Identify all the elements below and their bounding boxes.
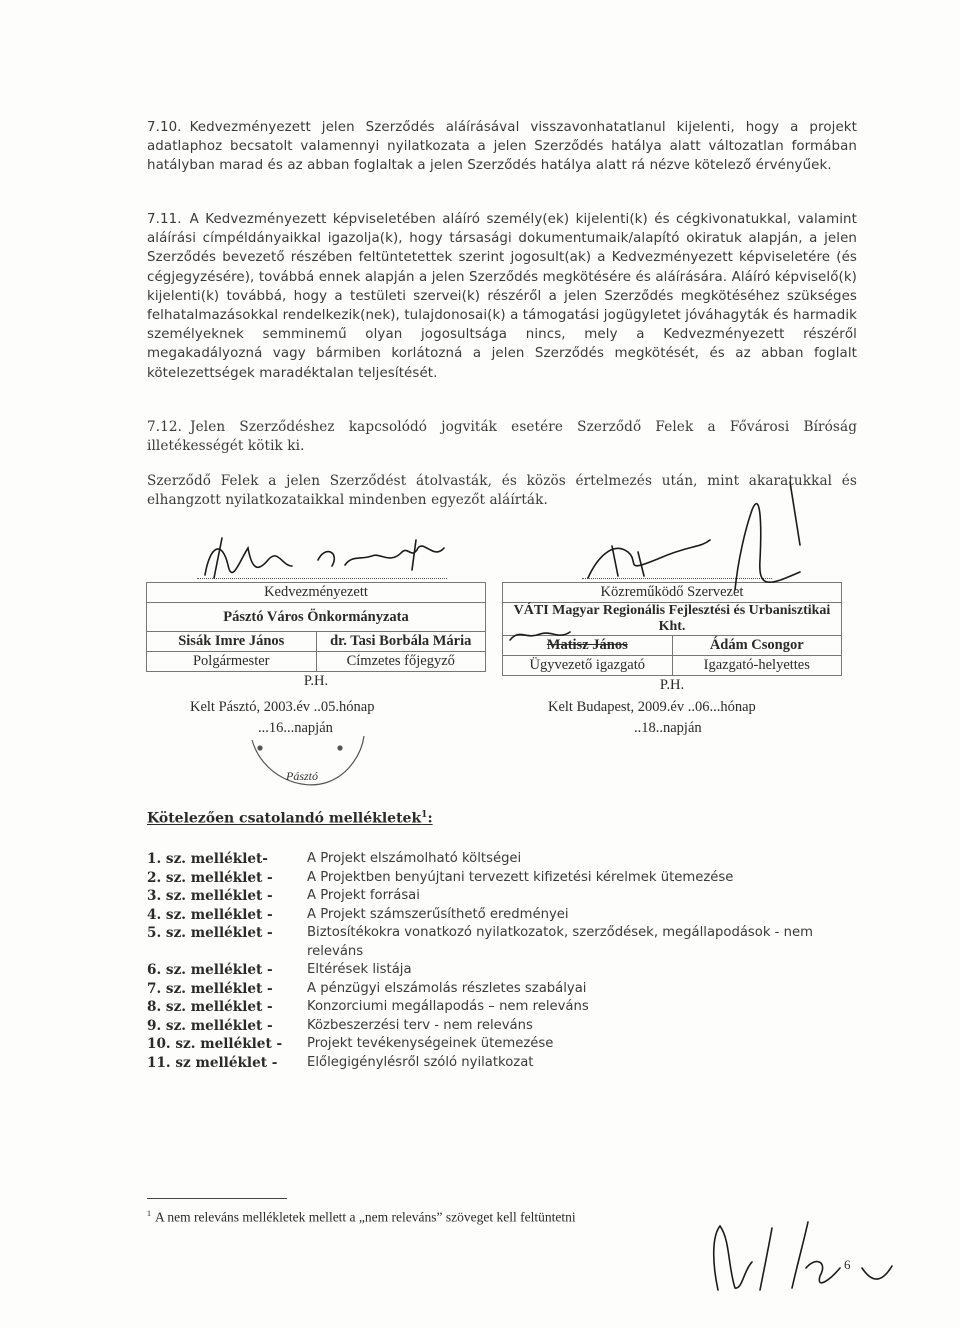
signatory-title-1: Polgármester: [147, 652, 317, 672]
attachment-description: A pénzügyi elszámolás részletes szabályai: [307, 980, 587, 996]
attachment-code: 6. sz. melléklet -: [147, 962, 273, 978]
list-item: [147, 869, 867, 888]
date-day-right: ..18..napján: [634, 720, 702, 736]
attachment-code: 1. sz. melléklet-: [147, 851, 268, 867]
list-item: [147, 1035, 867, 1054]
clause-7-11: [147, 210, 857, 383]
seal-place-label: P.H.: [659, 677, 685, 693]
footnote-text: A nem releváns mellékletek mellett a „nem releváns” szöveget kell feltüntetni: [155, 1209, 576, 1225]
signature-line-left: [197, 578, 447, 579]
page-number: 6: [844, 1257, 851, 1272]
list-item: [147, 961, 867, 980]
attachment-code: 5. sz. melléklet -: [147, 925, 273, 941]
initials-footer: [714, 1222, 892, 1290]
list-item: [147, 924, 867, 961]
footnote-rule: [147, 1198, 287, 1199]
attachment-description: A Projekt forrásai: [307, 888, 420, 903]
attachment-description: A Projektben benyújtani tervezett kifizetési kérelmek ütemezése: [307, 869, 734, 885]
list-item: [147, 980, 867, 999]
signatory-title-1: Ügyvezető igazgató: [503, 656, 673, 676]
signatory-name-2: Ádám Csongor: [672, 636, 842, 656]
clause-text: Jelen Szerződéshez kapcsolódó jogviták esetére Szerződő Felek a Fővárosi Bíróság illetékességét kötik ki.: [147, 419, 857, 455]
signatory-title-2: Címzetes főjegyző: [316, 652, 486, 672]
attachment-description: Projekt tevékenységeinek ütemezése: [307, 1036, 554, 1051]
seal-stamp-left: [252, 736, 364, 785]
signature-block-beneficiary: [146, 582, 486, 691]
footnote-mark: 1: [147, 1209, 151, 1218]
attachment-description: A Projekt számszerűsíthető eredményei: [307, 906, 569, 922]
clause-text: A Kedvezményezett képviseletében aláíró személy(ek) kijelenti(k) és cégkivonatukkal, valamint aláírási címpéldányaikkal igazolja(k), hogy társasági dokumentumaik/alapító okiratuk alapján, a jelen Szerződés bevezető részében feltüntetettek szerint jogosult(ak) a Kedvezményezett képviseletére (és cégjegyzésére), továbbá ennek alapján a jelen Szerződés megkötésére és aláírására. Aláíró képviselő(k) kijelenti(k) továbbá, hogy a testületi szervei(k) részéről a jelen Szerződés megkötéséhez szükséges felhatalmazásokkal rendelkezik(nek), tulajdonosai(k) a támogatási jogügyletet jóváhagyták és harmadik személyeknek semminemű olyan jogosultsága nincs, mely a Kedvezményezett részéről megakadályozná vagy bármiben korlátozná a jelen Szerződés megkötését, és az abban foglalt kötelezettségek maradéktalan teljesítését.: [147, 212, 857, 381]
seal-stamp-text: Pásztó: [286, 769, 319, 783]
attachment-description: A Projekt elszámolható költségei: [307, 851, 522, 866]
attachment-code: 3. sz. melléklet -: [147, 888, 273, 904]
attachments-list: [147, 850, 867, 1072]
signatory-name-1: Sisák Imre János: [147, 632, 317, 652]
list-item: [147, 1017, 867, 1036]
signatory-title-2: Igazgató-helyettes: [672, 656, 842, 676]
date-place-right: Kelt Budapest, 2009.év ..06...hónap: [548, 699, 756, 715]
organization-name: VÁTI Magyar Regionális Fejlesztési és Urbanisztikai Kht.: [503, 603, 842, 636]
attachment-code: 8. sz. melléklet -: [147, 999, 273, 1015]
signature-block-intermediate-body: [502, 582, 842, 695]
list-item: [147, 850, 867, 869]
attachments-title: Kötelezően csatolandó mellékletek: [147, 810, 422, 827]
signature-scribble-right-1: [588, 540, 710, 578]
list-item: [147, 1054, 867, 1073]
role-label: Közreműködő Szervezet: [503, 583, 842, 603]
seal-place-label: P.H.: [303, 673, 329, 689]
signature-line-right: [582, 578, 772, 579]
attachment-description: Közbeszerzési terv - nem releváns: [307, 1017, 533, 1033]
attachment-code: 4. sz. melléklet -: [147, 906, 273, 923]
clause-number: 7.10.: [147, 120, 182, 135]
organization-name: Pásztó Város Önkormányzata: [147, 603, 486, 632]
footnote-ref: 1: [421, 810, 428, 820]
attachments-heading: Kötelezően csatolandó mellékletek$^1$:: [147, 810, 433, 827]
list-item: [147, 998, 867, 1017]
clause-7-10: [147, 118, 857, 176]
attachment-description: Eltérések listája: [307, 962, 412, 977]
clause-7-12: [147, 418, 857, 456]
attachment-code: 7. sz. melléklet -: [147, 980, 273, 997]
list-item: [147, 906, 867, 925]
attachment-description: Előlegigénylésről szóló nyilatkozat: [307, 1054, 534, 1070]
attachment-code: 11. sz melléklet -: [147, 1054, 278, 1071]
closing-statement: Szerződő Felek a jelen Szerződést átolvasták, és közös értelmezés után, mint akaratukkal és elhangzott nyilatkozataikkal mindenben egyezőt aláírták.: [147, 473, 857, 509]
signatory-name-1: Matisz János: [503, 636, 673, 656]
attachment-description: Biztosítékokra vonatkozó nyilatkozatok, szerződések, megállapodások - nem releváns: [307, 925, 813, 959]
date-place-left: Kelt Pásztó, 2003.év ..05.hónap: [190, 699, 375, 715]
date-day-left: ...16...napján: [258, 720, 333, 736]
list-item: [147, 887, 867, 906]
footnote: [147, 1209, 576, 1226]
attachment-code: 10. sz. melléklet -: [147, 1036, 283, 1052]
attachment-code: 2. sz. melléklet -: [147, 869, 273, 886]
clause-text: Kedvezményezett jelen Szerződés aláírásával visszavonhatatlanul kijelenti, hogy a projekt adatlaphoz becsatolt valamennyi nyilatkozata a jelen Szerződés hatálya alatt változatlan formában hatályban marad és az abban foglaltak a jelen Szerződés hatálya alatt rá nézve kötelező érvényűek.: [147, 120, 857, 174]
attachment-code: 9. sz. melléklet -: [147, 1017, 273, 1034]
role-label: Kedvezményezett: [147, 583, 486, 603]
signatory-name-2: dr. Tasi Borbála Mária: [316, 632, 486, 652]
attachment-description: Konzorciumi megállapodás – nem releváns: [307, 999, 589, 1014]
signature-scribble-left-2: [318, 540, 444, 570]
clause-number: 7.12.: [147, 419, 183, 435]
signature-scribble-left-1: [205, 548, 292, 575]
clause-number: 7.11.: [147, 212, 182, 227]
